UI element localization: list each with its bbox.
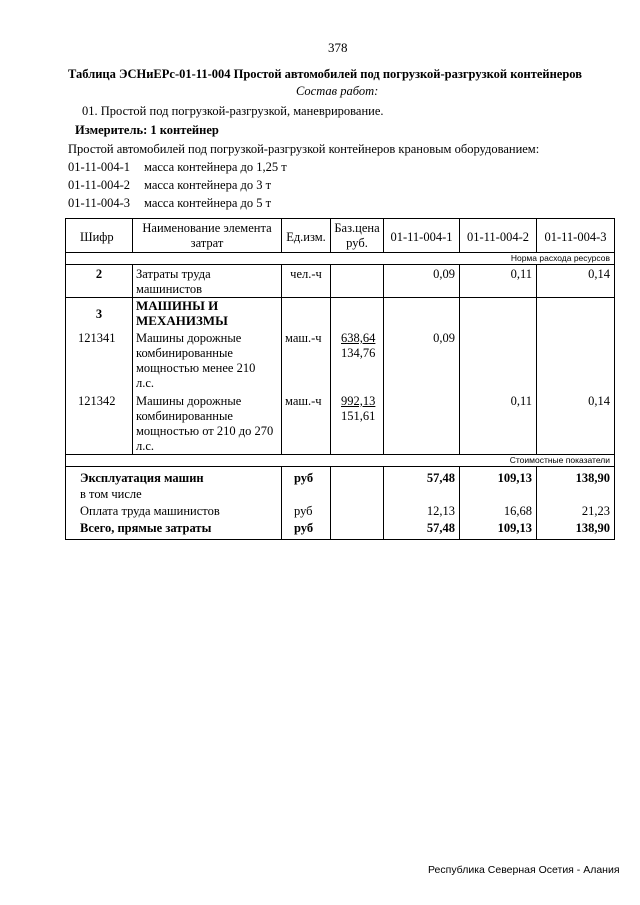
header-name-line1: Наименование элемента <box>142 221 272 235</box>
variant-code: 01-11-004-2 <box>68 178 131 192</box>
machine-name-line: Машины дорожные <box>136 394 242 408</box>
labor-name-line1: Затраты труда <box>136 267 211 281</box>
labor-name-line2: машинистов <box>136 282 203 296</box>
machine-unit: маш.-ч <box>285 331 322 345</box>
cost-total-value-2: 109,13 <box>497 521 532 535</box>
machine-price-labor: 151,61 <box>341 409 376 423</box>
machine-value-2: 0,11 <box>510 394 532 408</box>
variant-text: масса контейнера до 5 т <box>144 196 272 210</box>
measure-unit: Измеритель: 1 контейнер <box>75 123 219 137</box>
cost-including-label: в том числе <box>80 487 142 501</box>
cost-operator-pay-label: Оплата труда машинистов <box>80 504 220 518</box>
machine-price: 992,13 <box>341 394 376 408</box>
cost-operator-pay-unit: руб <box>294 504 313 518</box>
labor-value-3: 0,14 <box>588 267 610 281</box>
header-name-line2: затрат <box>190 236 224 250</box>
footer-region: Республика Северная Осетия - Алания <box>428 864 620 876</box>
header-code: Шифр <box>80 230 114 244</box>
composition-item: 01. Простой под погрузкой-разгрузкой, маневрирование. <box>82 104 384 118</box>
machine-name-line: мощностью от 210 до 270 <box>136 424 274 438</box>
cost-operator-pay-value-3: 21,23 <box>581 504 610 518</box>
table-border <box>281 466 282 540</box>
page-number: 378 <box>328 40 348 55</box>
table-border <box>536 264 537 454</box>
table-border <box>614 218 615 540</box>
cost-total-value-3: 138,90 <box>575 521 610 535</box>
table-border <box>330 264 331 454</box>
cost-operator-pay-value-2: 16,68 <box>503 504 532 518</box>
header-price-line2: руб. <box>346 236 368 250</box>
machines-section-title-line1: МАШИНЫ И <box>136 298 219 313</box>
table-border <box>459 264 460 454</box>
labor-value-2: 0,11 <box>510 267 532 281</box>
cost-exploitation-value-3: 138,90 <box>575 471 610 485</box>
cost-label: Стоимостные показатели <box>509 455 610 465</box>
labor-value-1: 0,09 <box>433 267 455 281</box>
labor-unit: чел.-ч <box>290 267 322 281</box>
cost-exploitation-unit: руб <box>294 471 314 485</box>
machine-name-line: мощностью менее 210 <box>136 361 256 375</box>
machines-section-title-line2: МЕХАНИЗМЫ <box>136 313 228 328</box>
table-border <box>281 264 282 454</box>
cost-operator-pay-value-1: 12,13 <box>426 504 455 518</box>
header-unit: Ед.изм. <box>286 230 326 244</box>
machines-section-code: 3 <box>95 307 103 321</box>
table-border <box>65 466 615 467</box>
composition-heading: Состав работ: <box>296 84 379 98</box>
table-border <box>132 264 133 454</box>
machine-price: 638,64 <box>341 331 376 345</box>
cost-total-value-1: 57,48 <box>426 521 455 535</box>
variant-code: 01-11-004-1 <box>68 160 131 174</box>
table-border <box>65 539 615 540</box>
machine-name-line: Машины дорожные <box>136 331 242 345</box>
norm-label: Норма расхода ресурсов <box>510 253 610 263</box>
table-border <box>383 264 384 454</box>
machine-value-3: 0,14 <box>588 394 610 408</box>
machine-code: 121342 <box>78 394 116 408</box>
labor-code: 2 <box>95 267 103 281</box>
cost-exploitation-label: Эксплуатация машин <box>80 471 204 485</box>
variant-text: масса контейнера до 1,25 т <box>144 160 287 174</box>
machine-name-line: л.с. <box>136 439 155 453</box>
table-title: Таблица ЭСНиЕРс-01-11-004 Простой автомобилей под погрузкой-разгрузкой контейнеров <box>68 67 583 81</box>
cost-exploitation-value-1: 57,48 <box>426 471 455 485</box>
description: Простой автомобилей под погрузкой-разгрузкой контейнеров крановым оборудованием: <box>68 142 540 156</box>
header-col-1: 01-11-004-1 <box>390 230 453 244</box>
machine-name-line: комбинированные <box>136 346 233 360</box>
cost-total-unit: руб <box>294 521 314 535</box>
cost-exploitation-value-2: 109,13 <box>497 471 532 485</box>
machine-unit: маш.-ч <box>285 394 322 408</box>
machine-name-line: комбинированные <box>136 409 233 423</box>
header-col-3: 01-11-004-3 <box>544 230 607 244</box>
machine-name-line: л.с. <box>136 376 155 390</box>
table-border <box>65 264 615 265</box>
header-price-line1: Баз.цена <box>334 221 380 235</box>
variant-text: масса контейнера до 3 т <box>144 178 272 192</box>
machine-code: 121341 <box>78 331 116 345</box>
table-border <box>65 218 615 219</box>
variant-code: 01-11-004-3 <box>68 196 131 210</box>
table-border <box>330 466 331 540</box>
cost-total-label: Всего, прямые затраты <box>80 521 212 535</box>
machine-price-labor: 134,76 <box>341 346 376 360</box>
header-col-2: 01-11-004-2 <box>466 230 530 244</box>
machine-value-1: 0,09 <box>433 331 455 345</box>
